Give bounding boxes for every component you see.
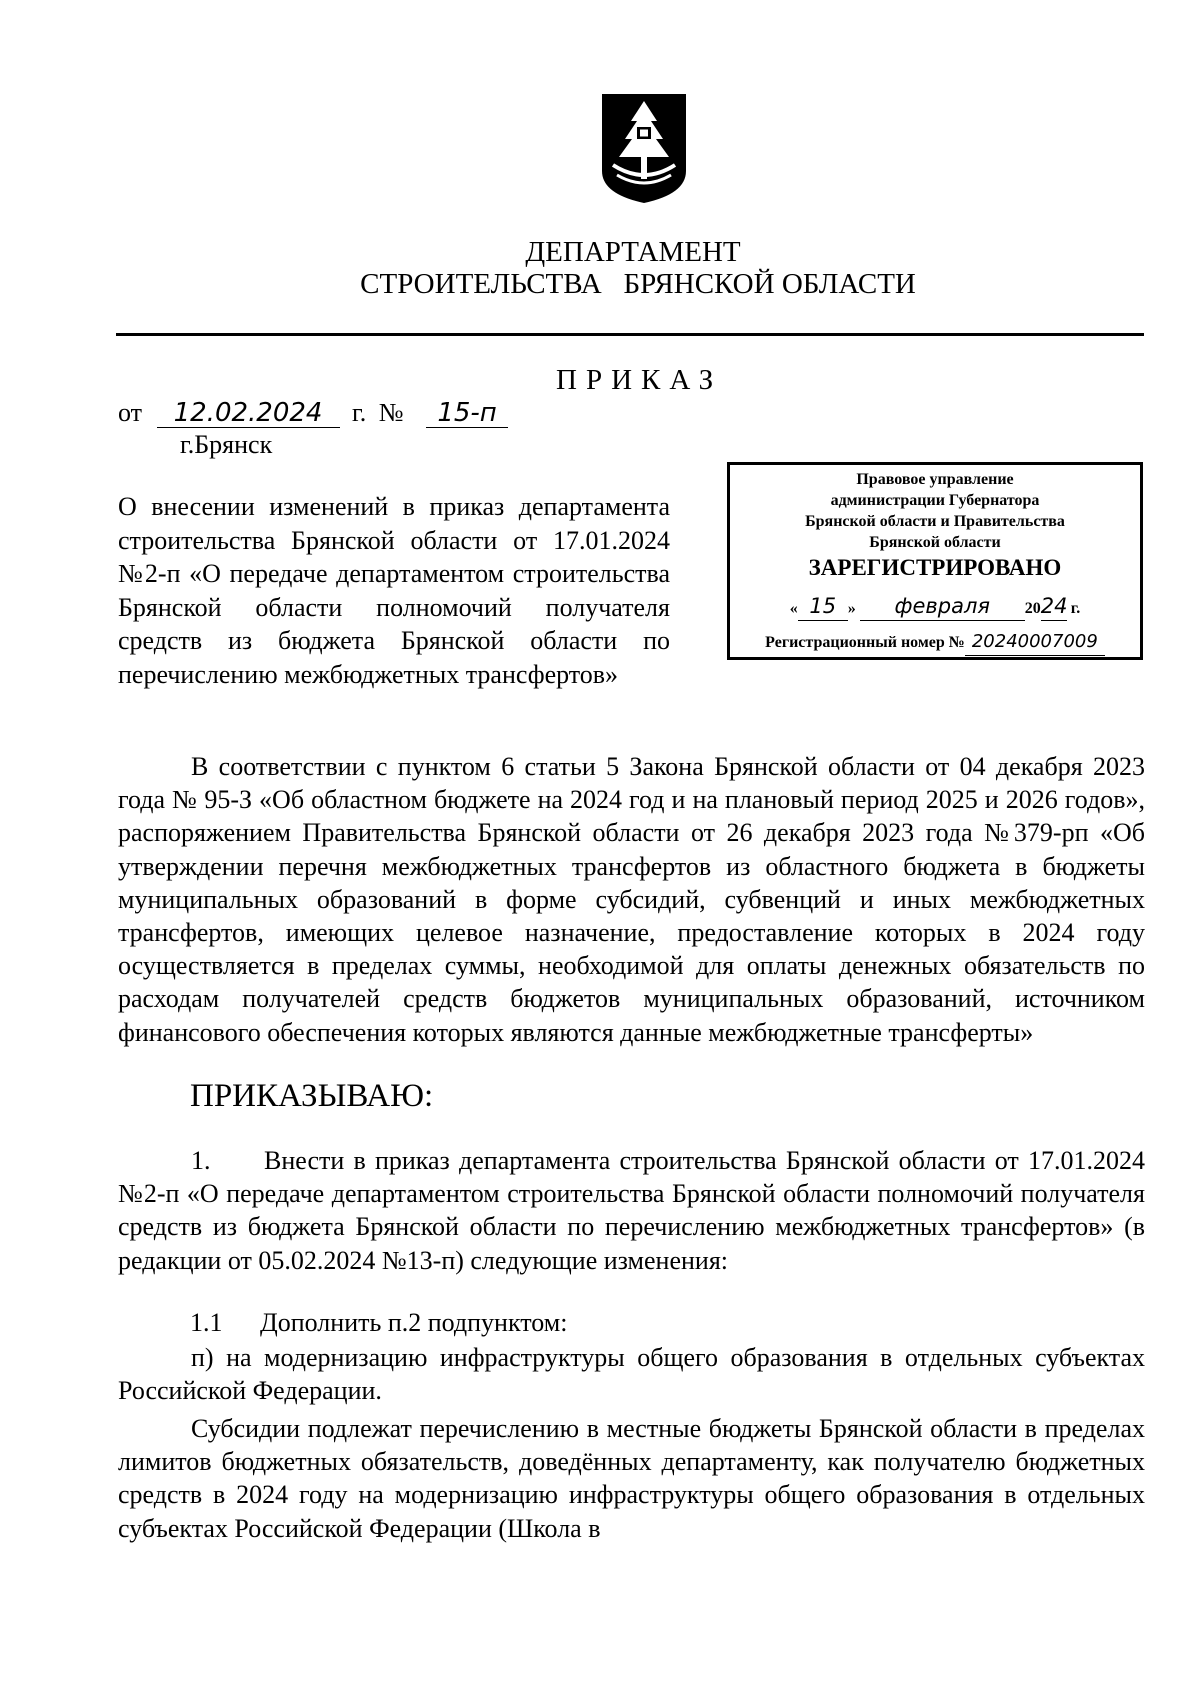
stamp-line4: Брянской области xyxy=(869,534,1001,551)
preamble-paragraph: В соответствии с пунктом 6 статьи 5 Закона Брянской области от 04 декабря 2023 года № 95-З «Об областном бюджете на 2024 год и на плановый период 2025 и 2026 годов», распоряжением Правительства Брянской области от 26 декабря 2023 года №379-рп «Об утверждении перечня межбюджетных трансфертов из областного бюджета в бюджеты муниципальных образований в форме субсидий, субвенций и иных межбюджетных трансфертов, имеющих целевое назначение, предоставление которых в 2024 году осуществляется в пределах суммы, необходимой для оплаты денежных обязательств по расходам получателей средств бюджетов муниципальных образований, источником финансового обеспечения которых являются данные межбюджетные трансферты» xyxy=(118,752,1145,1047)
from-label: от xyxy=(118,398,143,427)
stamp-year-handwritten: 24 xyxy=(1041,593,1067,621)
stamp-year-suffix: г. xyxy=(1070,600,1081,617)
quote-open: « xyxy=(789,600,798,617)
stamp-line2: администрации Губернатора xyxy=(830,492,1040,509)
order-subject: О внесении изменений в приказ департамента строительства Брянской области от 17.01.2024 №2-п «О передаче департаментом строительства Брянской области полномочий получателя средств из бюджета Брянской области по перечислению межбюджетных трансфертов» xyxy=(118,492,670,689)
order-date-handwritten: 12.02.2024 xyxy=(157,400,340,428)
stamp-month-handwritten: февраля xyxy=(860,593,1025,621)
number-label: № xyxy=(378,398,404,427)
order-word: ПРИКАЗЫВАЮ: xyxy=(190,1078,434,1114)
subsidies-paragraph: Субсидии подлежат перечислению в местные бюджеты Брянской области в пределах лимитов бюджетных обязательств, доведённых департаменту, как получателю бюджетных средств в 2024 году на модернизацию инфраструктуры общего образования в отдельных субъектах Российской Федерации (Школа в xyxy=(118,1414,1145,1543)
item-p: п) на модернизацию инфраструктуры общего образования в отдельных субъектах Российской Федерации. xyxy=(118,1343,1145,1406)
city: г.Брянск xyxy=(180,430,273,459)
stamp-line3: Брянской области и Правительства xyxy=(805,513,1065,530)
department-name-line2: СТРОИТЕЛЬСТВА БРЯНСКОЙ ОБЛАСТИ xyxy=(360,268,916,300)
stamp-line1: Правовое управление xyxy=(856,471,1014,488)
stamp-status: ЗАРЕГИСТРИРОВАНО xyxy=(808,555,1062,580)
order-date-number-line xyxy=(118,398,508,428)
document-type-title: ПРИКАЗ xyxy=(556,364,723,396)
stamp-year-prefix: 20 xyxy=(1024,600,1041,617)
coat-of-arms-emblem xyxy=(599,91,689,206)
stamp-date-line xyxy=(730,593,1140,621)
year-suffix: г. xyxy=(352,398,367,427)
stamp-reg-label: Регистрационный номер № xyxy=(765,634,965,651)
stamp-reg-line xyxy=(730,628,1140,656)
registration-stamp xyxy=(727,462,1143,660)
stamp-day-handwritten: 15 xyxy=(798,593,848,621)
item-1-1-number: 1.1 xyxy=(190,1308,223,1337)
item-1-1 xyxy=(190,1308,567,1338)
item-1-1-text: Дополнить п.2 подпунктом: xyxy=(260,1308,568,1337)
item-1-text: Внести в приказ департамента строительства Брянской области от 17.01.2024 №2-п «О передаче департаментом строительства Брянской области полномочий получателя средств из бюджета Брянской области по перечислению межбюджетных трансфертов» (в редакции от 05.02.2024 №13-п) следующие изменения: xyxy=(118,1146,1145,1275)
order-number-handwritten: 15-п xyxy=(426,400,508,428)
item-1-number: 1. xyxy=(191,1146,211,1175)
department-name-line1: ДЕПАРТАМЕНТ xyxy=(525,236,741,268)
stamp-reg-number-handwritten: 20240007009 xyxy=(965,628,1105,656)
quote-close: » xyxy=(847,600,856,617)
item-1 xyxy=(118,1144,1145,1277)
header-divider xyxy=(116,333,1144,336)
